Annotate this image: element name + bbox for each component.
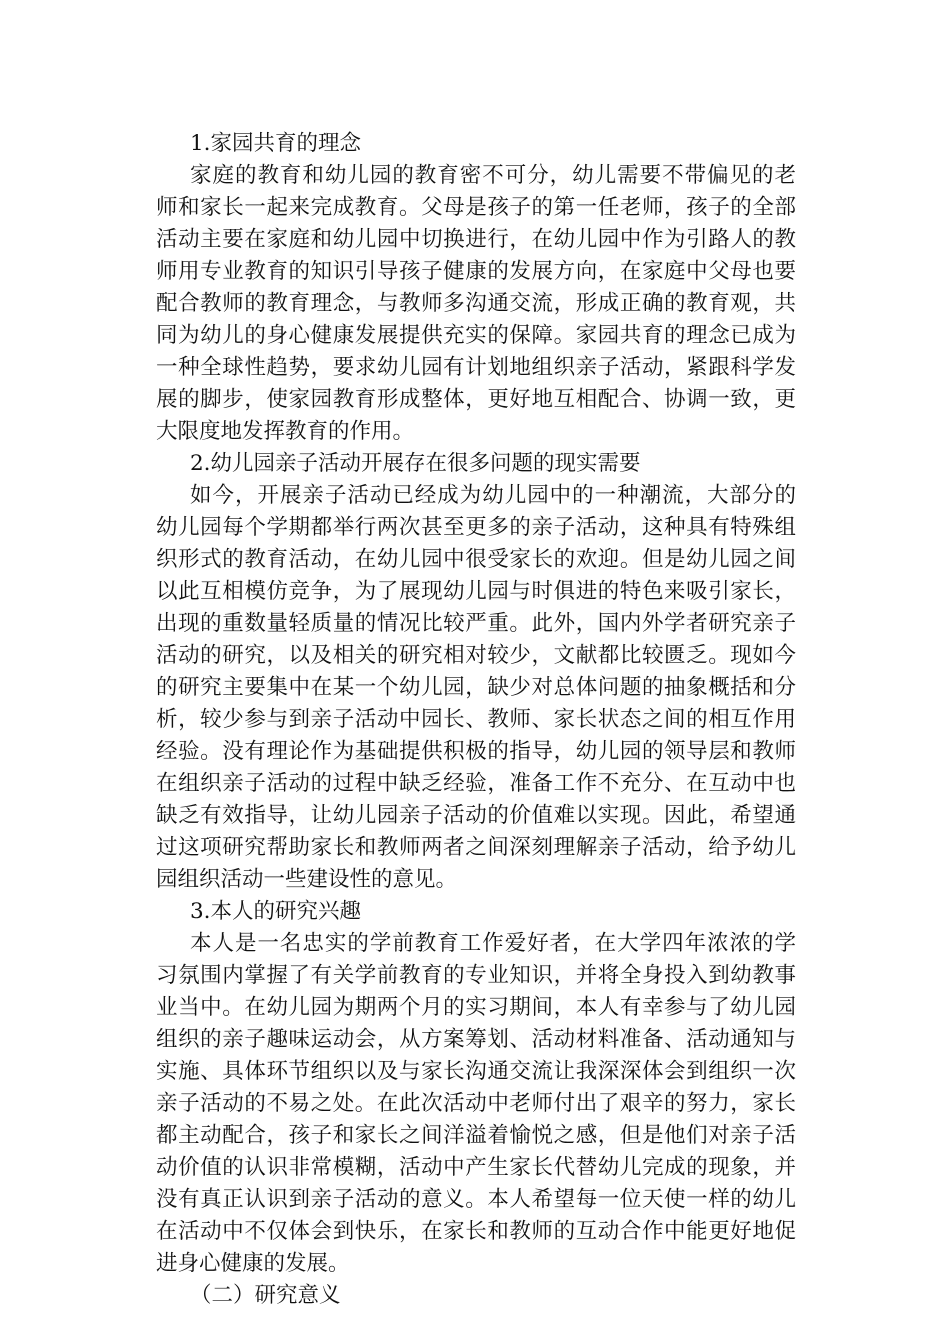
paragraph-line: 动价值的认识非常模糊，活动中产生家长代替幼儿完成的现象，并 — [156, 1155, 796, 1180]
paragraph-line: 幼儿园每个学期都举行两次甚至更多的亲子活动，这种具有特殊组 — [156, 515, 796, 540]
paragraph-line: 组织的亲子趣味运动会，从方案筹划、活动材料准备、活动通知与 — [156, 1027, 796, 1052]
paragraph-line-last: 园组织活动一些建设性的意见。 — [156, 867, 458, 892]
paragraph-line: 亲子活动的不易之处。在此次活动中老师付出了艰辛的努力，家长 — [156, 1091, 796, 1116]
paragraph-line: 配合教师的教育理念，与教师多沟通交流，形成正确的教育观，共 — [156, 291, 796, 316]
paragraph-line: 经验。没有理论作为基础提供积极的指导，幼儿园的领导层和教师 — [156, 739, 796, 764]
paragraph-line-last: 大限度地发挥教育的作用。 — [156, 419, 415, 444]
paragraph-line: 活动主要在家庭和幼儿园中切换进行，在幼儿园中作为引路人的教 — [156, 227, 796, 252]
paragraph-line: 习氛围内掌握了有关学前教育的专业知识，并将全身投入到幼教事 — [156, 963, 796, 988]
paragraph-line: 没有真正认识到亲子活动的意义。本人希望每一位天使一样的幼儿 — [156, 1187, 796, 1212]
paragraph-line: 在活动中不仅体会到快乐，在家长和教师的互动合作中能更好地促 — [156, 1219, 796, 1244]
paragraph-line: 家庭的教育和幼儿园的教育密不可分，幼儿需要不带偏见的老 — [190, 163, 796, 188]
paragraph-line: 本人是一名忠实的学前教育工作爱好者，在大学四年浓浓的学 — [190, 931, 796, 956]
paragraph-line: 一种全球性趋势，要求幼儿园有计划地组织亲子活动，紧跟科学发 — [156, 355, 796, 380]
section-heading-1: 1.家园共育的理念 — [190, 131, 362, 156]
paragraph-line: 出现的重数量轻质量的情况比较严重。此外，国内外学者研究亲子 — [156, 611, 796, 636]
paragraph-line: 析，较少参与到亲子活动中园长、教师、家长状态之间的相互作用 — [156, 707, 796, 732]
paragraph-line: 展的脚步，使家园教育形成整体，更好地互相配合、协调一致，更 — [156, 387, 796, 412]
paragraph-line-last: 进身心健康的发展。 — [156, 1251, 350, 1276]
paragraph-line: 的研究主要集中在某一个幼儿园，缺少对总体问题的抽象概括和分 — [156, 675, 796, 700]
paragraph-line: 实施、具体环节组织以及与家长沟通交流让我深深体会到组织一次 — [156, 1059, 796, 1084]
paragraph-line: 同为幼儿的身心健康发展提供充实的保障。家园共育的理念已成为 — [156, 323, 796, 348]
paragraph-line: 织形式的教育活动，在幼儿园中很受家长的欢迎。但是幼儿园之间 — [156, 547, 796, 572]
paragraph-line: 以此互相模仿竞争，为了展现幼儿园与时俱进的特色来吸引家长， — [156, 579, 796, 604]
paragraph-line: 业当中。在幼儿园为期两个月的实习期间，本人有幸参与了幼儿园 — [156, 995, 796, 1020]
section-heading-3: 3.本人的研究兴趣 — [190, 899, 362, 924]
paragraph-line: 在组织亲子活动的过程中缺乏经验，准备工作不充分、在互动中也 — [156, 771, 796, 796]
paragraph-line: 师和家长一起来完成教育。父母是孩子的第一任老师，孩子的全部 — [156, 195, 796, 220]
subheading-research-significance: （二）研究意义 — [190, 1283, 341, 1308]
paragraph-line: 活动的研究，以及相关的研究相对较少，文献都比较匮乏。现如今 — [156, 643, 796, 668]
paragraph-line: 缺乏有效指导，让幼儿园亲子活动的价值难以实现。因此，希望通 — [156, 803, 796, 828]
paragraph-line: 如今，开展亲子活动已经成为幼儿园中的一种潮流，大部分的 — [190, 483, 796, 508]
document-body — [156, 128, 796, 1312]
paragraph-line: 师用专业教育的知识引导孩子健康的发展方向，在家庭中父母也要 — [156, 259, 796, 284]
section-heading-2: 2.幼儿园亲子活动开展存在很多问题的现实需要 — [190, 451, 641, 476]
paragraph-line: 都主动配合，孩子和家长之间洋溢着愉悦之感，但是他们对亲子活 — [156, 1123, 796, 1148]
paragraph-line: 过这项研究帮助家长和教师两者之间深刻理解亲子活动，给予幼儿 — [156, 835, 796, 860]
